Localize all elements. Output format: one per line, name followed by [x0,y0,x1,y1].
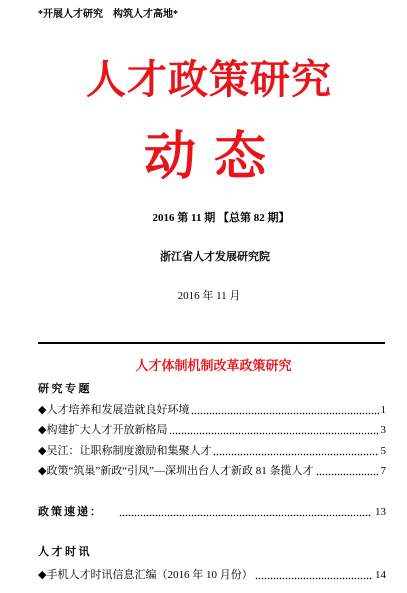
toc-page-number: 3 [380,424,386,436]
toc-entry-label: ◆政策“筑巢”新政“引凤”—深圳出台人才新政 81 条揽人才 [38,465,314,477]
header-tagline: *开展人才研究 构筑人才高地* [38,9,178,20]
toc-entry-label: ◆构建扩大人才开放新格局 [38,424,168,436]
masthead-subtitle: 动 态 [143,126,267,187]
toc-page-number: 13 [375,506,386,518]
section-heading-research: 研究专题 [38,383,92,395]
horizontal-rule [38,342,385,344]
dot-leader [119,507,371,517]
toc-entry-policy-express[interactable] [38,505,386,519]
dot-leader [169,425,378,435]
issue-number: 2016 第 11 期 【总第 82 期】 [152,212,290,224]
toc-entry-label: ◆吴江：让职称制度激励和集聚人才 [38,445,212,457]
dot-leader [191,405,378,415]
toc-entry[interactable] [38,568,386,582]
section-heading-news: 人才时讯 [38,546,92,558]
toc-page-number: 1 [380,404,386,416]
toc-page-number: 14 [375,569,386,581]
toc-entry[interactable] [38,444,386,458]
issue-date: 2016 年 11 月 [177,290,241,302]
masthead-title: 人才政策研究 [86,56,332,103]
toc-entry-label: ◆人才培养和发展造就良好环境 [38,404,190,416]
dot-leader [255,570,373,580]
publisher-name: 浙江省人才发展研究院 [160,251,270,263]
toc-entry[interactable] [38,403,386,417]
dot-leader [316,466,379,476]
toc-entry-label: 政策速递： [38,506,103,518]
toc-entry[interactable] [38,464,386,478]
toc-page-number: 5 [380,445,386,457]
dot-leader [213,446,378,456]
toc-entry[interactable] [38,423,386,437]
contents-theme: 人才体制机制改革政策研究 [135,358,292,373]
toc-page-number: 7 [380,465,386,477]
toc-entry-label: ◆手机人才时讯信息汇编（2016 年 10 月份） [38,569,253,581]
